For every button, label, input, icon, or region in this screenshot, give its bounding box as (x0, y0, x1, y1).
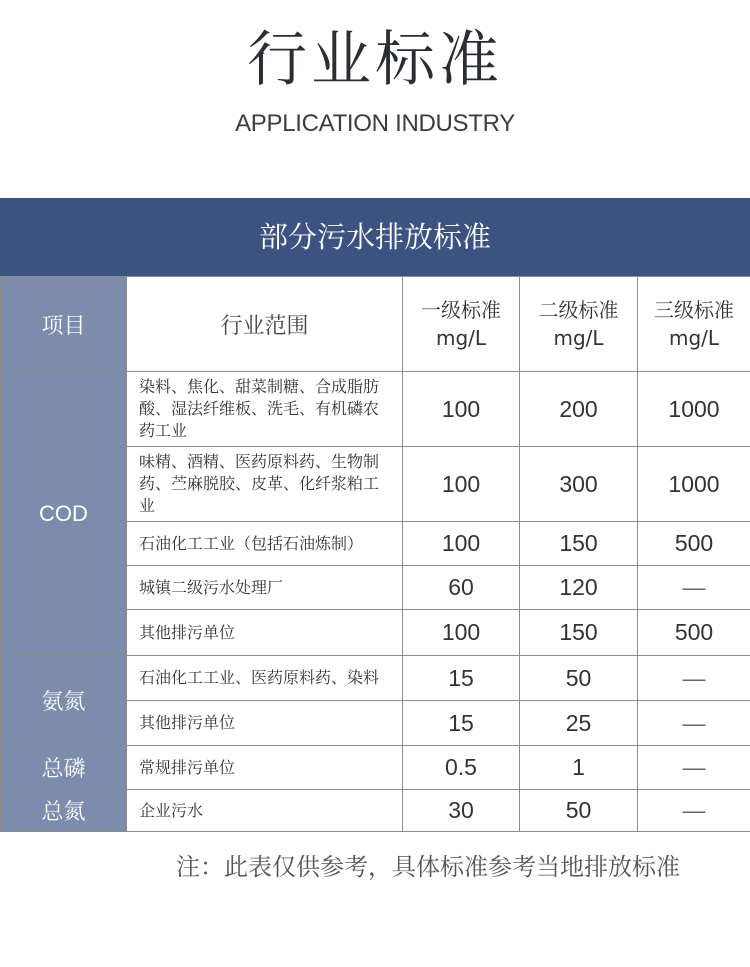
item-total-phosphorus: 总磷 (1, 746, 127, 790)
table-row (1, 656, 750, 701)
level1-value: 60 (403, 566, 520, 610)
level2-value: 1 (520, 746, 638, 790)
level2-value: 25 (520, 701, 638, 746)
level1-value: 100 (403, 522, 520, 566)
industry-cell: 常规排污单位 (127, 746, 403, 790)
level2-value: 200 (520, 372, 638, 447)
item-cod: COD (1, 372, 127, 656)
industry-cell: 其他排污单位 (127, 610, 403, 656)
industry-cell: 味精、酒精、医药原料药、生物制药、苎麻脱胶、皮革、化纤浆粕工业 (127, 447, 403, 522)
page-title: 行业标准 (247, 25, 503, 95)
level1-value: 100 (403, 372, 520, 447)
item-total-nitrogen: 总氮 (1, 790, 127, 832)
page-subtitle: APPLICATION INDUSTRY (235, 110, 515, 137)
level1-value: 15 (403, 701, 520, 746)
level2-value: 150 (520, 610, 638, 656)
table-banner: 部分污水排放标准 (0, 198, 750, 276)
header-level2-unit: mg/L (553, 326, 604, 350)
level3-value: 500 (638, 522, 750, 566)
level2-value: 120 (520, 566, 638, 610)
header-level2 (520, 277, 638, 372)
level2-value: 150 (520, 522, 638, 566)
industry-cell: 其他排污单位 (127, 701, 403, 746)
level1-value: 100 (403, 447, 520, 522)
header-level1-unit: mg/L (435, 326, 487, 350)
level3-value: — (638, 790, 750, 832)
table-header-row (1, 277, 750, 372)
standards-table (0, 276, 750, 832)
level2-value: 50 (520, 656, 638, 701)
level3-value: — (638, 701, 750, 746)
level1-value: 15 (403, 656, 520, 701)
header-level1 (403, 277, 520, 372)
item-ammonia-nitrogen: 氨氮 (1, 656, 127, 746)
header-industry: 行业范围 (127, 277, 403, 372)
level3-value: 1000 (638, 447, 750, 522)
header-level3-unit: mg/L (668, 326, 720, 350)
level1-value: 100 (403, 610, 520, 656)
industry-cell: 染料、焦化、甜菜制糖、合成脂肪酸、湿法纤维板、洗毛、有机磷农药工业 (127, 372, 403, 447)
header-level2-label: 二级标准 (538, 298, 619, 322)
industry-cell: 石油化工工业（包括石油炼制） (127, 522, 403, 566)
level1-value: 30 (403, 790, 520, 832)
table-row (1, 372, 750, 447)
header-level3-label: 三级标准 (654, 298, 734, 322)
level2-value: 50 (520, 790, 638, 832)
level3-value: — (638, 746, 750, 790)
level3-value: 1000 (638, 372, 750, 447)
industry-cell: 企业污水 (127, 790, 403, 832)
level2-value: 300 (520, 447, 638, 522)
level3-value: — (638, 566, 750, 610)
header-level1-label: 一级标准 (421, 298, 501, 322)
level3-value: — (638, 656, 750, 701)
table-row (1, 746, 750, 790)
footer-note: 注：此表仅供参考，具体标准参考当地排放标准 (176, 853, 680, 881)
industry-cell: 城镇二级污水处理厂 (127, 566, 403, 610)
header-level3 (638, 277, 750, 372)
industry-cell: 石油化工工业、医药原料药、染料 (127, 656, 403, 701)
level1-value: 0.5 (403, 746, 520, 790)
table-row (1, 790, 750, 832)
header-item: 项目 (1, 277, 127, 372)
level3-value: 500 (638, 610, 750, 656)
